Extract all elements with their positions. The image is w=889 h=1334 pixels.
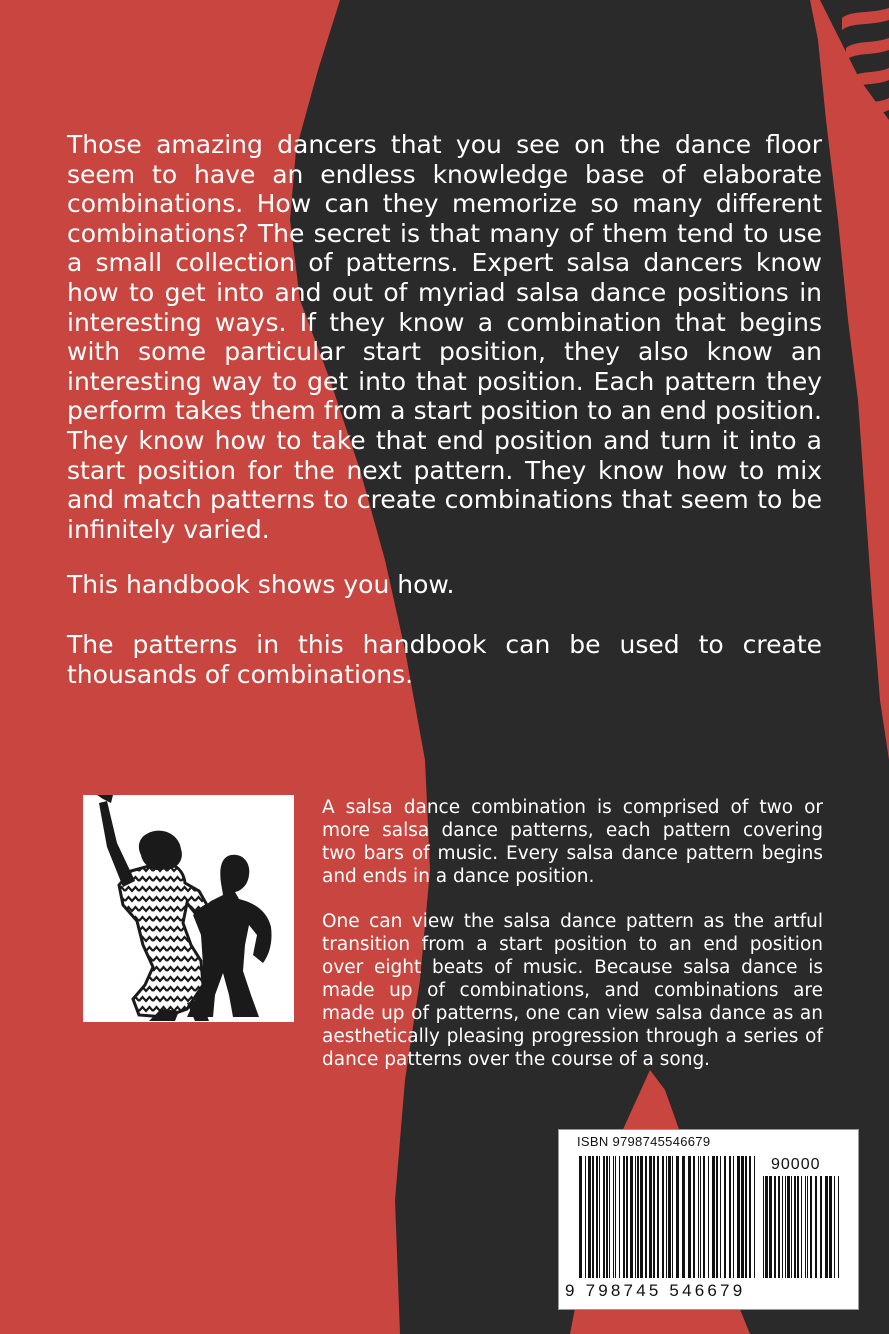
barcode-bar [765, 1176, 768, 1278]
barcode-bar [606, 1156, 608, 1278]
barcode-bar [782, 1176, 783, 1278]
barcode-bar [666, 1156, 667, 1278]
barcode-bar [716, 1156, 718, 1278]
barcode-bar [741, 1156, 744, 1278]
barcode-bar [820, 1176, 822, 1278]
barcode-bar [637, 1156, 639, 1278]
barcode-bar [815, 1176, 817, 1278]
patterns-paragraph: The patterns in this handbook can be used to create thousands of combinations. [67, 630, 822, 689]
intro-paragraph: Those amazing dancers that you see on the dance floor seem to have an endless knowledge base of elaborate combinations. How can they memorize so many different combinations? The secret is that many of them tend to use a small collection of patterns. Expert salsa dancers know how to get into and out of myriad salsa dance positions in interesting ways. If they know a combination that begins with some particular start position, they also know an interesting way to get into that position. Each pattern they perform takes them from a start position to an end position. They know how to take that end position and turn it into a start position for the next pattern. They know how to mix and match patterns to create combinations that seem to be infinitely varied. [67, 130, 822, 544]
barcode-bar [653, 1156, 655, 1278]
barcode-bar [688, 1156, 691, 1278]
barcode-bar [763, 1176, 764, 1278]
combination-definition-paragraph: A salsa dance combination is comprised of two or more salsa dance patterns, each pattern covering two bars of music. Every salsa dance pattern begins and ends in a dance position. [322, 797, 823, 887]
barcode-bar [635, 1156, 636, 1278]
barcode-bar [657, 1156, 659, 1278]
isbn-label: ISBN 9798745546679 [577, 1134, 711, 1149]
barcode-bar [769, 1176, 772, 1278]
barcode-bar [778, 1176, 780, 1278]
barcode-bar [585, 1156, 586, 1278]
barcode-bar [712, 1156, 715, 1278]
tagline-paragraph: This handbook shows you how. [67, 570, 455, 599]
barcode-bar [703, 1156, 705, 1278]
barcode-bar [749, 1156, 751, 1278]
barcode-bar [615, 1156, 616, 1278]
isbn-barcode [558, 1129, 859, 1310]
isbn-digits: 9 798745 546679 [565, 1281, 746, 1300]
barcode-bar [807, 1176, 808, 1278]
barcode-bar [596, 1156, 598, 1278]
barcode-bar [698, 1156, 699, 1278]
barcode-bar [801, 1176, 802, 1278]
barcode-bar [630, 1156, 633, 1278]
barcode-bar [700, 1156, 701, 1278]
barcode-bar [825, 1176, 828, 1278]
barcode-bar [720, 1156, 721, 1278]
barcode-bar [623, 1156, 625, 1278]
barcode-bar [668, 1156, 671, 1278]
barcode-bar [588, 1156, 591, 1278]
salsa-dancers-silhouette-icon [83, 795, 294, 1022]
barcode-bar [640, 1156, 643, 1278]
barcode-bar [682, 1156, 685, 1278]
barcode-bar [787, 1176, 790, 1278]
barcode-bar [810, 1176, 812, 1278]
barcode-bar [794, 1176, 796, 1278]
barcode-bar [737, 1156, 740, 1278]
barcode-bar [708, 1156, 709, 1278]
barcode-bar [785, 1176, 786, 1278]
barcode-bars-main [579, 1156, 759, 1278]
pattern-transition-paragraph: One can view the salsa dance pattern as the artful transition from a start position to an end position over eight beats of music. Because salsa dance is made up of combinations, and combinations are made up of patterns, one can view salsa dance as an aesthetically pleasing progression through a series of dance patterns over the course of a song. [322, 911, 823, 1070]
barcode-bar [579, 1156, 582, 1278]
barcode-bar [797, 1176, 799, 1278]
barcode-bar [599, 1156, 600, 1278]
barcode-bar [592, 1156, 594, 1278]
barcode-bar [724, 1156, 726, 1278]
barcode-bars-addon [763, 1176, 843, 1278]
barcode-bar [729, 1156, 731, 1278]
barcode-bar [805, 1176, 806, 1278]
barcode-bar [693, 1156, 695, 1278]
barcode-bar [829, 1176, 832, 1278]
barcode-bar [672, 1156, 673, 1278]
barcode-bar [745, 1156, 747, 1278]
barcode-bar [613, 1156, 614, 1278]
barcode-bar [791, 1176, 792, 1278]
barcode-bar [619, 1156, 620, 1278]
barcode-bar [626, 1156, 628, 1278]
barcode-bar [838, 1176, 839, 1278]
price-code: 90000 [771, 1156, 821, 1173]
dancers-illustration [83, 795, 294, 1022]
barcode-bar [676, 1156, 679, 1278]
barcode-bar [834, 1176, 835, 1278]
barcode-bar [603, 1156, 605, 1278]
barcode-bar [662, 1156, 664, 1278]
barcode-bar [609, 1156, 610, 1278]
barcode-bar [645, 1156, 647, 1278]
barcode-bar [754, 1156, 755, 1278]
barcode-bar [733, 1156, 734, 1278]
barcode-bar [649, 1156, 652, 1278]
barcode-bar [774, 1176, 776, 1278]
